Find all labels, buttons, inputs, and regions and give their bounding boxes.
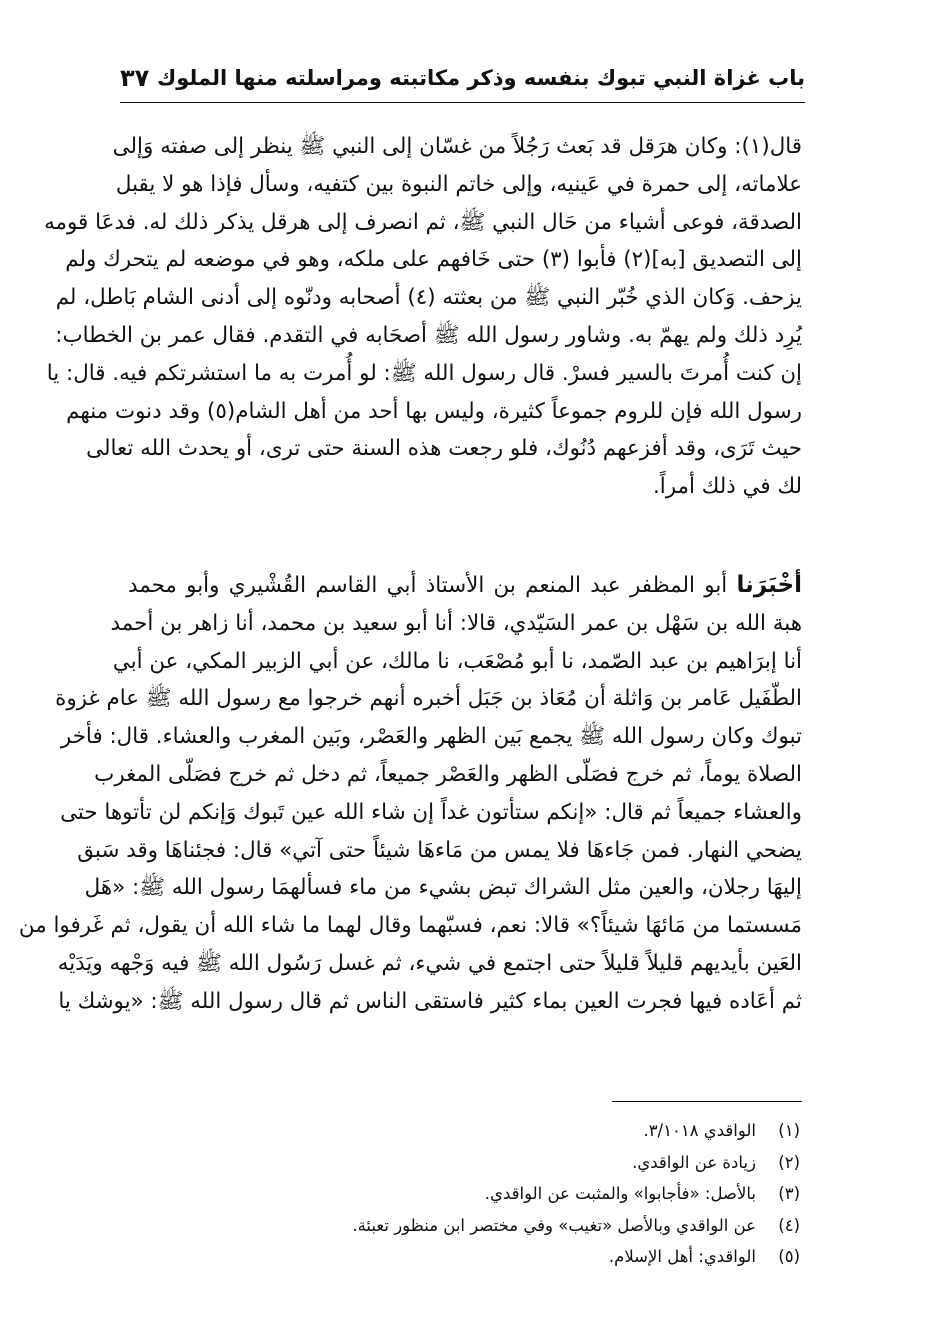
footnote-text: زيادة عن الواقدي. xyxy=(632,1152,756,1172)
footnote-number: (٥) xyxy=(778,1247,800,1266)
chapter-title: باب غزاة النبي تبوك بنفسه وذكر مكاتبته ومراسلته منها الملوك xyxy=(157,66,805,90)
paragraph-heraclius xyxy=(44,128,802,506)
text-line: والعشاء جميعاً ثم قال: «إنكم ستأتون غداً إن شاء الله عين تَبوك وَإنكم لن تأتوها حتى xyxy=(60,799,802,825)
running-header xyxy=(120,58,805,103)
footnote-number: (١) xyxy=(778,1121,800,1140)
footnote xyxy=(180,1147,800,1179)
text-line: العَين بأيديهم قليلاً قليلاً حتى اجتمع في شيء، ثم غسل رَسُول الله ﷺ فيه وَجْهه ويَدَيْه xyxy=(57,950,802,976)
footnote-text: الواقدي: أهل الإسلام. xyxy=(608,1247,756,1266)
footnote xyxy=(180,1178,800,1210)
text-line: هبة الله بن سَهْل بن عمر السَيّدي، قالا: أنا أبو سعيد بن محمد، أنا زاهر بن أحمد xyxy=(110,610,802,636)
footnote-number: (٢) xyxy=(778,1152,800,1172)
footnote xyxy=(180,1210,800,1242)
text-line: الصلاة يوماً، ثم خرج فصَلّى الظهر والعَصْر جميعاً، ثم دخل ثم خرج فصَلّى المغرب xyxy=(94,761,802,787)
text-line: إن كنت أُمرتَ بالسير فسرْ. قال رسول الله ﷺ: لو أُمرت به ما استشرتكم فيه. قال: يا xyxy=(46,360,802,386)
text-line: يضحي النهار. فمن جَاءهَا فلا يمس من مَاءهَا شيئاً حتى آتي» قال: فجئناهَا وقد سَبق xyxy=(77,837,802,863)
text-line: الطّفَيل عَامر بن وَاثلة أن مُعَاذ بن جَبَل أخبره أنهم خرجوا مع رسول الله ﷺ عام غزوة xyxy=(55,686,802,712)
text-line-rest: أبو المظفر عبد المنعم بن الأستاذ أبي القاسم القُشْيري وأبو محمد xyxy=(128,573,728,598)
text-line: يزحف. وَكان الذي خُبّر النبي ﷺ من بعثته (٤) أصحابه ودنّوه إلى أدنى الشام بَاطل، لم xyxy=(55,285,802,311)
page-number: ٣٧ xyxy=(120,64,150,92)
text-line: يُرِد ذلك ولم يهمّ به. وشاور رسول الله ﷺ أصحَابه في التقدم. فقال عمر بن الخطاب: xyxy=(55,322,802,348)
footnote xyxy=(180,1241,800,1273)
text-line: لك في ذلك أمراً. xyxy=(652,474,802,500)
text-line: تبوك وكان رسول الله ﷺ يجمع بَين الظهر والعَصْر، وبَين المغرب والعشاء. قال: فأخر xyxy=(60,724,802,750)
footnote-text: عن الواقدي وبالأصل «تغيب» وفي مختصر ابن منظور تعبئة. xyxy=(352,1215,756,1235)
footnote-number: (٤) xyxy=(778,1215,800,1235)
footnote-divider xyxy=(612,1101,802,1102)
lead-word: أخْبَرَنا xyxy=(736,572,802,598)
text-line: علاماته، إلى حمرة في عَينيه، وإلى خاتم النبوة بين كتفيه، وسأل فإذا هو لا يقبل xyxy=(115,171,802,197)
text-line: قال(١): وكان هرَقل قد بَعث رَجُلاً من غسّان إلى النبي ﷺ ينظر إلى صفته وَإلى xyxy=(112,134,802,159)
footnote-text: الواقدي ٣/١٠١٨. xyxy=(643,1121,756,1140)
text-line: ثم أعَاده فيها فجرت العين بماء كثير فاستقى الناس ثم قال رسول الله ﷺ: «يوشك يا xyxy=(58,988,802,1014)
footnote xyxy=(180,1115,800,1147)
text-line: رسول الله فإن للروم جموعاً كثيرة، وليس بها أحد من أهل الشام(٥) وقد دنوت منهم xyxy=(66,398,802,424)
text-line: مَسستما من مَائهَا شيئاً؟» قالا: نعم، فسبّهما وقال لهما ما شاء الله أن يقول، ثم غَرفوا من xyxy=(18,913,802,939)
footnote-text: بالأصل: «فأجابوا» والمثبت عن الواقدي. xyxy=(484,1184,756,1203)
text-line: إليهَا رجلان، والعين مثل الشراك تبض بشيء من ماء فسألهمَا رسول الله ﷺ: «هَل xyxy=(84,875,802,901)
text-line-first xyxy=(128,567,802,605)
text-line: أنا إبرَاهيم بن عبد الصّمد، نا أبو مُصْعَب، نا مالك، عن أبي الزبير المكي، عن أبي xyxy=(112,648,802,674)
paragraph-hadith-tabuk xyxy=(18,567,802,1021)
text-line: الصدقة، فوعى أشياء من حَال النبي ﷺ، ثم انصرف إلى هرقل يذكر ذلك له. فدعَا قومه xyxy=(44,209,802,235)
footnote-number: (٣) xyxy=(778,1184,800,1203)
text-line: حيث تَرَى، وقد أفزعهم دُنُوك، فلو رجعت هذه السنة حتى ترى، أو يحدث الله تعالى xyxy=(86,436,802,462)
text-line: إلى التصديق [به](٢) فأبوا (٣) حتى خَافهم على ملكه، وهو في موضعه لم يتحرك ولم xyxy=(65,247,802,273)
footnotes xyxy=(180,1115,800,1273)
